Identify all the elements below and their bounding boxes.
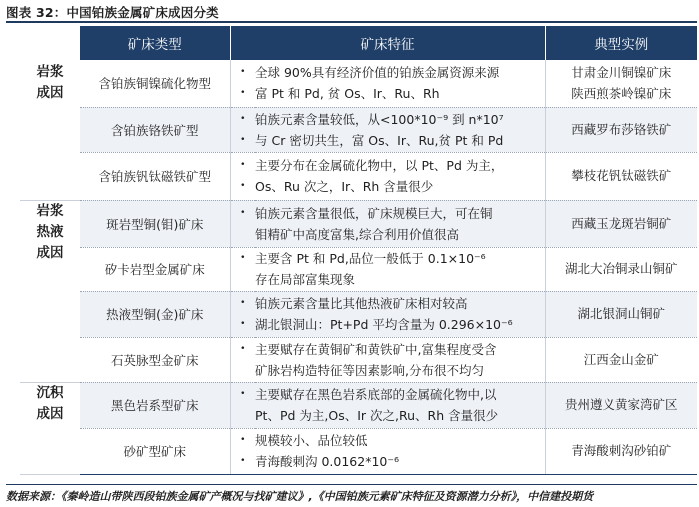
origin-label: 热液 [36,223,64,240]
deposit-classification-table [20,26,697,475]
table-row [20,200,697,247]
origin-label: 岩浆 [36,64,64,80]
origin-label: 沉积 [36,384,64,401]
table-row [20,337,697,382]
table-row [20,152,697,200]
deposit-type: 热液型铜(金)矿床 [80,291,230,337]
deposit-features: 铂族元素含量比其他热液矿床相对较高 湖北银洞山：Pt+Pd 平均含量为 0.296×10⁻⁶ [255,291,545,337]
bullet-icon: • [230,200,255,247]
typical-example: 贵州遵义黄家湾矿区 [545,382,697,428]
deposit-features: 铂族元素含量较低，从<100*10⁻⁹ 到 n*10⁷ 与 Cr 密切共生，富 Os、Ir、Ru,贫 Pt 和 Pd [255,107,545,152]
table-row [20,382,697,428]
typical-example: 湖北大冶铜录山铜矿 [545,247,697,291]
origin-magmatic [20,60,80,200]
typical-example: 江西金山金矿 [545,337,697,382]
deposit-type: 含铂族钒钛磁铁矿型 [80,152,230,200]
bullet-icon: • • [230,428,255,474]
bullet-icon: • • [230,107,255,152]
deposit-features: 主要含 Pt 和 Pd,品位一般低于 0.1×10⁻⁶ 存在局部富集现象 [255,247,545,291]
deposit-type: 石英脉型金矿床 [80,337,230,382]
bullet-icon: • [230,247,255,291]
bullet-icon: • [230,337,255,382]
deposit-features: 规模较小、品位较低 青海酸刺沟 0.0162*10⁻⁶ [255,428,545,474]
data-source-note: 数据来源：《秦岭造山带陕西段铂族金属矿产概况与找矿建议》,《中国铂族元素矿床特征及资源潜力分析》，中信建投期货 [6,490,594,503]
bullet-icon: • • [230,152,255,200]
deposit-type: 含铂族铜镍硫化物型 [80,60,230,107]
header-deposit-type: 矿床类型 [80,26,230,60]
typical-example: 甘肃金川铜镍矿床 陕西煎茶岭镍矿床 [545,60,697,107]
table-header-row [20,26,697,60]
typical-example: 青海酸刺沟砂铂矿 [545,428,697,474]
deposit-features: 铂族元素含量很低，矿床规模巨大，可在铜 钼精矿中高度富集,综合利用价值很高 [255,200,545,247]
origin-label: 成因 [36,405,64,422]
origin-header-blank [20,26,80,60]
header-typical-examples: 典型实例 [545,26,697,60]
deposit-type: 斑岩型铜(钼)矿床 [80,200,230,247]
typical-example: 西藏罗布莎铬铁矿 [545,107,697,152]
deposit-type: 黑色岩系型矿床 [80,382,230,428]
table-row [20,291,697,337]
table-row [20,107,697,152]
caption-divider [6,21,697,23]
deposit-type: 砂矿型矿床 [80,428,230,474]
deposit-features: 全球 90%具有经济价值的铂族金属资源来源 富 Pt 和 Pd, 贫 Os、Ir、Ru、Rh [255,60,545,107]
origin-label: 成因 [36,244,64,261]
deposit-type: 矽卡岩型金属矿床 [80,247,230,291]
deposit-features: 主要赋存在黑色岩系底部的金属硫化物中,以 Pt、Pd 为主,Os、Ir 次之,Ru、Rh 含量很少 [255,382,545,428]
header-deposit-features: 矿床特征 [230,26,545,60]
deposit-type: 含铂族铬铁矿型 [80,107,230,152]
typical-example: 西藏玉龙斑岩铜矿 [545,200,697,247]
origin-label: 成因 [36,85,64,101]
table-row [20,60,697,107]
bullet-icon: • • [230,60,255,107]
table-row [20,247,697,291]
origin-hydrothermal [20,200,80,382]
table-row [20,428,697,474]
origin-label: 岩浆 [36,202,64,219]
figure-caption: 图表 32：中国铂族金属矿床成因分类 [6,5,219,20]
deposit-features: 主要分布在金属硫化物中，以 Pt、Pd 为主， Os、Ru 次之，Ir、Rh 含量很少 [255,152,545,200]
origin-sedimentary [20,382,80,474]
bullet-icon: • • [230,291,255,337]
source-divider [6,484,697,485]
bullet-icon: • [230,382,255,428]
typical-example: 攀枝花钒钛磁铁矿 [545,152,697,200]
typical-example: 湖北银洞山铜矿 [545,291,697,337]
deposit-features: 主要赋存在黄铜矿和黄铁矿中,富集程度受含 矿脉岩构造特征等因素影响,分布很不均匀 [255,337,545,382]
